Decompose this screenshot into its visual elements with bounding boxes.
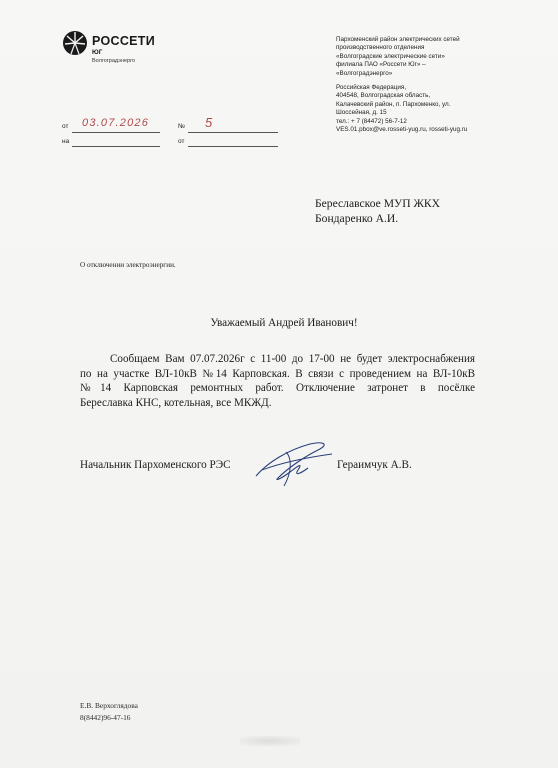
letter-subject: О отключении электроэнергии. <box>80 261 176 269</box>
body-line: по на участке ВЛ-10кВ №14 Карповская. В связи с проведением на ВЛ-10кВ <box>80 367 475 380</box>
addressee <box>315 196 440 226</box>
signatory-name: Гераимчук А.В. <box>337 459 412 471</box>
executor-name: Е.В. Верхоглядова <box>80 701 138 710</box>
company-logo <box>62 30 172 70</box>
reg-on-label: на <box>62 138 70 145</box>
org-address-line: Калачевский район, п. Пархоменко, ул. <box>336 100 451 108</box>
reg-number-handwritten: 5 <box>205 115 214 130</box>
body-line: Сообщаем Вам 07.07.2026г с 11-00 до 17-00 не будет электроснабжения <box>110 353 475 365</box>
salutation: Уважаемый Андрей Иванович! <box>210 317 358 329</box>
reg-from-line <box>72 132 160 133</box>
executor-info <box>80 700 138 724</box>
org-address-line: 404548, Волгоградская область, <box>336 92 431 100</box>
org-line: производственного отделения <box>336 44 425 52</box>
letter-body <box>80 352 475 410</box>
reg-from2-line <box>188 146 278 147</box>
handwritten-signature <box>248 432 338 492</box>
body-line: Береславка КНС, котельная, все МКЖД. <box>80 396 272 409</box>
body-line: №14 Карповская ремонтных работ. Отключение затронет в посёлке <box>80 382 475 394</box>
organization-block <box>336 36 516 134</box>
org-line: «Волгоградэнерго» <box>336 69 393 77</box>
logo-branch: Волгоградэнерго <box>92 58 136 64</box>
reg-number-line <box>188 132 278 133</box>
org-line: «Волгоградские электрические сети» <box>336 52 445 60</box>
reg-from-label: от <box>62 123 69 130</box>
signatory-title: Начальник Пархоменского РЭС <box>80 459 231 471</box>
addressee-person: Бондаренко А.И. <box>315 212 399 225</box>
rosseti-logo-icon <box>62 30 88 56</box>
scan-smudge <box>240 736 300 746</box>
org-address-line: Шоссейная, д. 15 <box>336 109 387 117</box>
logo-subtitle: ЮГ <box>92 49 103 56</box>
reg-on-line <box>72 146 160 147</box>
reg-from2-label: от <box>178 138 185 145</box>
logo-name: РОССЕТИ <box>92 34 156 48</box>
executor-phone: 8(8442)96-47-16 <box>80 713 131 722</box>
org-email: VES.01.pbox@ve.rosseti-yug.ru, rosseti-yug.ru <box>336 126 468 134</box>
reg-number-label: № <box>178 123 185 130</box>
addressee-org: Береславское МУП ЖКХ <box>315 197 440 210</box>
org-address-line: Российская Федерация, <box>336 84 407 92</box>
org-line: Пархоменский район электрических сетей <box>336 36 460 43</box>
org-line: филиала ПАО «Россети Юг» – <box>336 61 426 69</box>
org-phone: тел.: + 7 (84472) 56-7-12 <box>336 117 407 125</box>
reg-date-handwritten: 03.07.2026 <box>82 117 150 129</box>
